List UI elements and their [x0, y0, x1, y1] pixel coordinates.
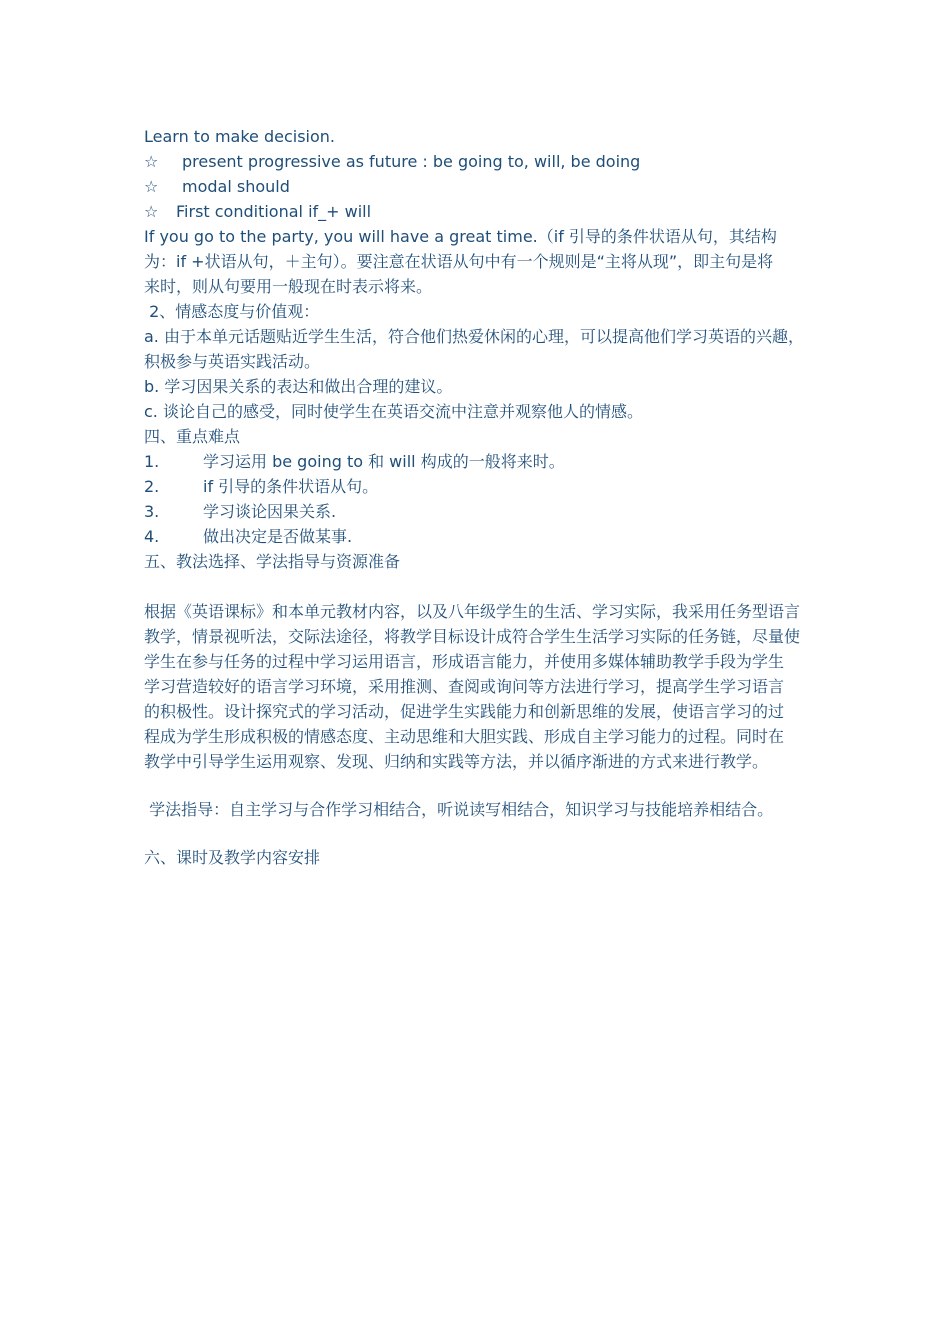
paragraph-line: c. 谈论自己的感受，同时使学生在英语交流中注意并观察他人的情感。: [144, 402, 643, 421]
paragraph-line: b. 学习因果关系的表达和做出合理的建议。: [144, 377, 453, 396]
example-line: If you go to the party, you will have a great time.（if 引导的条件状语从句，其结构: [144, 227, 777, 246]
bullet-item: [144, 199, 820, 224]
item-number: 3.: [144, 502, 160, 521]
paragraph-line: 教学中引导学生运用观察、发现、归纳和实践等方法，并以循序渐进的方式来进行教学。: [144, 752, 769, 771]
item-text: 学习谈论因果关系.: [203, 502, 337, 521]
star-icon: ☆: [144, 152, 159, 171]
item-number: 4.: [144, 527, 160, 546]
paragraph-line: 教学，情景视听法，交际法途径，将教学目标设计成符合学生生活学习实际的任务链，尽量使: [144, 627, 801, 646]
numbered-item: [144, 499, 820, 524]
paragraph-line: 程成为学生形成积极的情感态度、主动思维和大胆实践、形成自主学习能力的过程。同时在: [144, 727, 785, 746]
numbered-item: [144, 474, 820, 499]
star-icon: ☆: [144, 177, 159, 196]
bullet-text: First conditional if_+ will: [176, 202, 372, 221]
section-heading: 四、重点难点: [144, 427, 241, 446]
paragraph-line: 学习营造较好的语言学习环境，采用推测、查阅或询问等方法进行学习，提高学生学习语言: [144, 677, 785, 696]
example-line: 为：if +状语从句，＋主句）。要注意在状语从句中有一个规则是“主将从现”，即主句是将: [144, 252, 774, 271]
section-heading: 六、课时及教学内容安排: [144, 848, 321, 867]
example-line: 来时，则从句要用一般现在时表示将来。: [144, 277, 433, 296]
bullet-text: modal should: [182, 177, 290, 196]
paragraph-line: a. 由于本单元话题贴近学生生活，符合他们热爱休闲的心理，可以提高他们学习英语的兴趣，: [144, 327, 804, 346]
document-body: [144, 124, 820, 870]
numbered-item: [144, 524, 820, 549]
paragraph-line: 根据《英语课标》和本单元教材内容，以及八年级学生的生活、学习实际，我采用任务型语言: [144, 602, 801, 621]
bullet-item: [144, 174, 820, 199]
item-number: 1.: [144, 452, 160, 471]
star-icon: ☆: [144, 202, 159, 221]
paragraph-line: 学生在参与任务的过程中学习运用语言，形成语言能力，并使用多媒体辅助教学手段为学生: [144, 652, 785, 671]
item-text: 做出决定是否做某事.: [203, 527, 353, 546]
section-heading: 2、情感态度与价值观：: [144, 302, 320, 321]
bullet-text: present progressive as future : be going to, will, be doing: [182, 152, 641, 171]
paragraph-line: 积极参与英语实践活动。: [144, 352, 321, 371]
spacer: [144, 574, 820, 599]
spacer: [144, 822, 820, 845]
learning-guide-line: 学法指导：自主学习与合作学习相结合，听说读写相结合，知识学习与技能培养相结合。: [144, 800, 774, 819]
bullet-item: [144, 149, 820, 174]
paragraph-line: 的积极性。设计探究式的学习活动，促进学生实践能力和创新思维的发展，使语言学习的过: [144, 702, 785, 721]
objective-line: Learn to make decision.: [144, 127, 336, 146]
item-text: 学习运用 be going to 和 will 构成的一般将来时。: [203, 452, 565, 471]
item-number: 2.: [144, 477, 160, 496]
section-heading: 五、教法选择、学法指导与资源准备: [144, 552, 401, 571]
numbered-item: [144, 449, 820, 474]
spacer: [144, 774, 820, 797]
item-text: if 引导的条件状语从句。: [203, 477, 379, 496]
